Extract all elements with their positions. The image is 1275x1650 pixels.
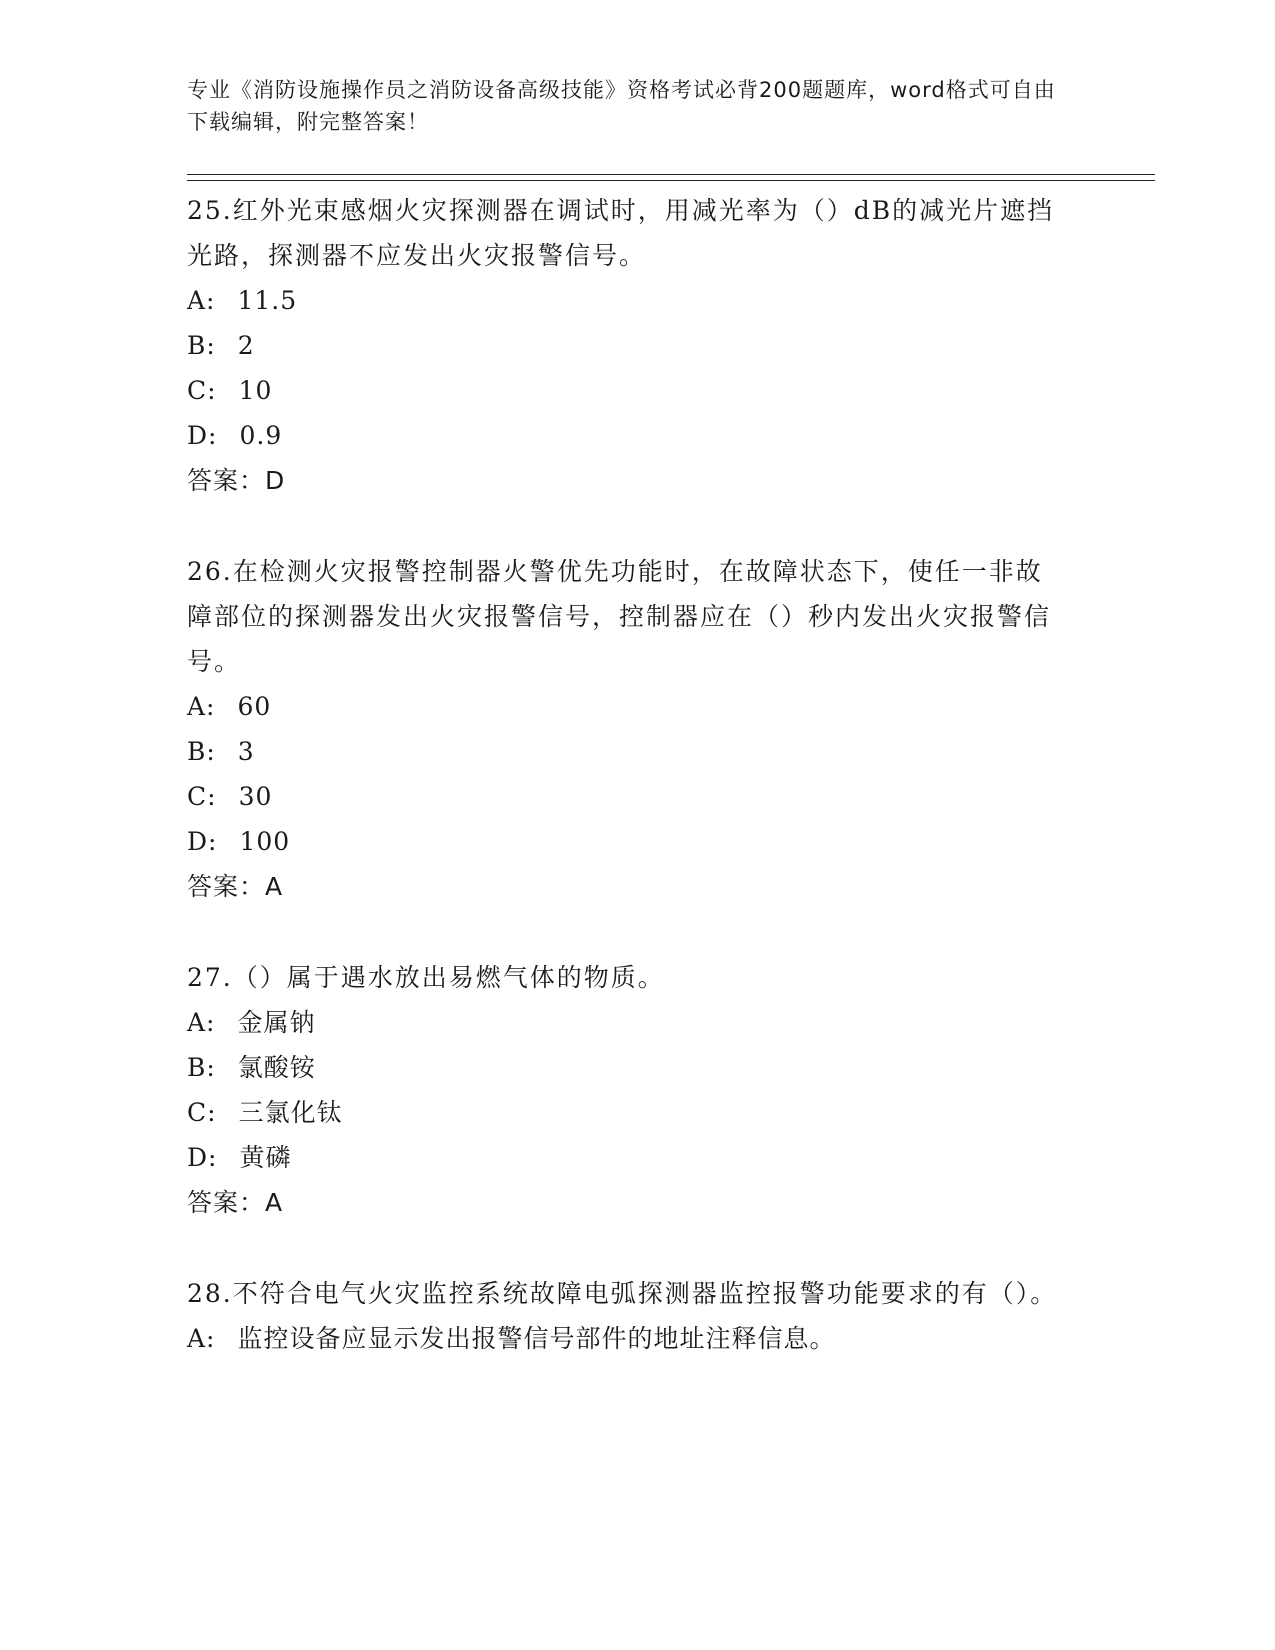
- question-stem: 28.不符合电气火灾监控系统故障电弧探测器监控报警功能要求的有（）。: [187, 1279, 1058, 1308]
- answer-option: [187, 278, 1087, 323]
- answer-option: [187, 1000, 1087, 1045]
- answer-option: [187, 1135, 1087, 1180]
- option-key: C:: [187, 782, 217, 811]
- option-text: 10: [238, 376, 273, 405]
- answer-option: [187, 368, 1087, 413]
- option-key: C:: [187, 376, 217, 405]
- question-block: [187, 1271, 1087, 1361]
- header-divider-top: [187, 174, 1155, 175]
- document-header: 专业《消防设施操作员之消防设备高级技能》资格考试必背200题题库，word格式可自由下载编辑，附完整答案！: [187, 78, 1056, 134]
- option-text: 监控设备应显示发出报警信号部件的地址注释信息。: [237, 1324, 836, 1353]
- option-text: 金属钠: [237, 1008, 316, 1037]
- question-stem: 25.红外光束感烟火灾探测器在调试时，用减光率为（）dB的减光片遮挡光路，探测器不应发出火灾报警信号。: [187, 196, 1055, 270]
- option-key: A:: [187, 286, 216, 315]
- option-key: A:: [187, 1008, 216, 1037]
- answer-option: [187, 819, 1087, 864]
- option-text: 100: [239, 827, 291, 856]
- option-key: D:: [187, 1143, 218, 1172]
- answer-option: [187, 1316, 1087, 1361]
- question-stem: 27.（）属于遇水放出易燃气体的物质。: [187, 963, 665, 992]
- question-block: [187, 955, 1087, 1225]
- option-text: 3: [237, 737, 255, 766]
- option-key: B:: [187, 1053, 216, 1082]
- option-text: 2: [237, 331, 255, 360]
- header-divider-bottom: [187, 180, 1155, 181]
- option-text: 30: [238, 782, 273, 811]
- answer-option: [187, 1045, 1087, 1090]
- answer-key: 答案：A: [187, 1188, 284, 1217]
- option-text: 氯酸铵: [237, 1053, 316, 1082]
- option-key: C:: [187, 1098, 217, 1127]
- option-text: 三氯化钛: [238, 1098, 343, 1127]
- option-text: 60: [237, 692, 272, 721]
- answer-key: 答案：D: [187, 466, 286, 495]
- option-key: A:: [187, 1324, 216, 1353]
- option-text: 黄磷: [239, 1143, 292, 1172]
- question-block: [187, 549, 1087, 909]
- option-key: B:: [187, 331, 216, 360]
- answer-key: 答案：A: [187, 872, 284, 901]
- answer-option: [187, 1090, 1087, 1135]
- option-key: D:: [187, 421, 218, 450]
- option-key: A:: [187, 692, 216, 721]
- option-text: 0.9: [239, 421, 283, 450]
- answer-option: [187, 413, 1087, 458]
- option-key: D:: [187, 827, 218, 856]
- question-block: [187, 188, 1087, 503]
- answer-option: [187, 729, 1087, 774]
- answer-option: [187, 684, 1087, 729]
- question-list: [187, 188, 1087, 1361]
- question-stem: 26.在检测火灾报警控制器火警优先功能时，在故障状态下，使任一非故障部位的探测器发出火灾报警信号，控制器应在（）秒内发出火灾报警信号。: [187, 557, 1052, 676]
- option-text: 11.5: [237, 286, 298, 315]
- option-key: B:: [187, 737, 216, 766]
- answer-option: [187, 323, 1087, 368]
- answer-option: [187, 774, 1087, 819]
